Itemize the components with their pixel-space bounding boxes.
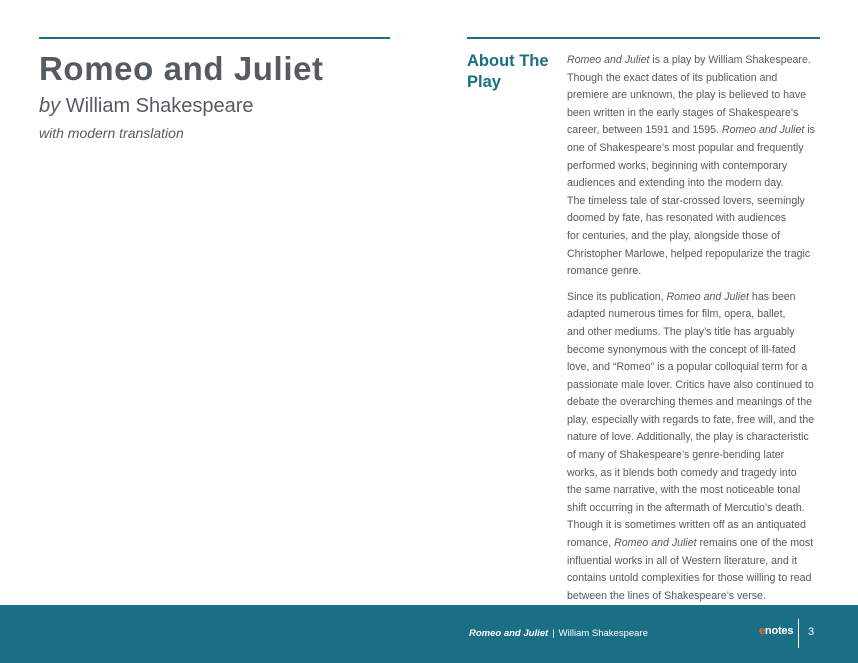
work-title-reference: Romeo and Juliet — [614, 537, 697, 550]
text-segment: shift occurring in the aftermath of Mercutio’s death. — [567, 501, 805, 514]
text-line — [567, 87, 823, 105]
paragraph-2 — [567, 289, 823, 606]
text-segment: Though it is sometimes written off as an antiquated — [567, 519, 806, 532]
text-line — [567, 175, 823, 193]
text-segment: play, especially with regards to fate, free will, and the — [567, 413, 815, 426]
text-segment: adapted numerous times for film, opera, ballet, — [567, 308, 786, 321]
enotes-logo — [759, 625, 793, 637]
text-line — [567, 193, 823, 211]
text-line — [567, 52, 823, 70]
work-title-reference: Romeo and Juliet — [721, 124, 805, 137]
byline-author: William Shakespeare — [65, 95, 254, 117]
text-segment: career, between 1591 and 1595. — [567, 124, 722, 137]
text-line — [567, 500, 823, 518]
text-segment: become synonymous with the concept of ill-fated — [567, 343, 796, 356]
text-segment: Since its publication, — [567, 290, 667, 303]
text-line — [567, 246, 823, 264]
footer-separator: | — [552, 628, 555, 639]
text-line — [567, 553, 823, 571]
page-number: 3 — [808, 626, 815, 638]
text-segment: Though the exact dates of its publication and — [567, 71, 778, 84]
text-line — [567, 394, 823, 412]
work-title-reference: Romeo and Juliet — [567, 54, 650, 66]
text-segment: been written in the early stages of Shakespeare’s — [567, 106, 799, 119]
text-line — [567, 482, 823, 500]
text-line — [567, 447, 823, 465]
footer-citation — [469, 628, 648, 639]
text-segment: The timeless tale of star-crossed lovers, seemingly — [567, 194, 805, 207]
text-segment: contains untold complexities for those willing to read — [567, 572, 812, 585]
text-line — [567, 70, 823, 88]
text-segment: between the lines of Shakespeare’s verse. — [567, 589, 766, 602]
text-segment: and other mediums. The play’s title has arguably — [567, 325, 795, 338]
byline-by: by — [39, 95, 61, 117]
text-segment: nature of love. Additionally, the play is characteristic — [567, 431, 809, 444]
text-segment: romance genre. — [567, 265, 642, 278]
section-body — [567, 52, 823, 605]
text-line — [567, 140, 823, 158]
text-segment: love, and “Romeo” is a popular colloquial term for a — [567, 361, 808, 374]
text-segment: for centuries, and the play, alongside those of — [567, 229, 780, 242]
text-line — [567, 324, 823, 342]
text-line — [567, 289, 823, 307]
text-segment: romance, — [567, 537, 615, 550]
footer-bar — [0, 605, 858, 663]
text-segment: one of Shakespeare’s most popular and frequently — [567, 141, 804, 154]
text-line — [567, 263, 823, 281]
left-header-rule — [39, 37, 390, 39]
text-line — [567, 210, 823, 228]
text-segment: has been — [748, 290, 796, 303]
text-segment: influential works in all of Western literature, and it — [567, 554, 798, 567]
text-line — [567, 306, 823, 324]
text-line — [567, 228, 823, 246]
text-line — [567, 429, 823, 447]
logo-notes: notes — [764, 625, 794, 637]
text-line — [567, 158, 823, 176]
text-line — [567, 377, 823, 395]
text-line — [567, 342, 823, 360]
text-segment: works, as it blends both comedy and tragedy into — [567, 466, 797, 479]
text-segment: debate the overarching themes and meanings of the — [567, 396, 812, 409]
right-header-rule — [467, 37, 820, 39]
text-segment: audiences and extending into the modern day. — [567, 177, 784, 190]
text-line — [567, 122, 823, 140]
text-line — [567, 517, 823, 535]
author-byline — [39, 95, 254, 118]
text-segment: doomed by fate, has resonated with audiences — [567, 212, 787, 225]
text-segment: passionate male lover. Critics have also continued to — [567, 378, 814, 391]
footer-divider — [798, 619, 799, 648]
text-segment: premiere are unknown, the play is believed to have — [567, 89, 807, 102]
text-line — [567, 105, 823, 123]
footer-work-title: Romeo and Juliet — [469, 628, 549, 639]
text-segment: remains one of the most — [696, 537, 814, 550]
subtitle: with modern translation — [39, 125, 184, 141]
logo-e: e — [759, 625, 765, 637]
text-segment: is — [804, 124, 815, 137]
text-line — [567, 588, 823, 606]
text-segment: performed works, beginning with contemporary — [567, 159, 788, 172]
text-segment: is a play by William Shakespeare. — [649, 54, 811, 66]
text-line — [567, 465, 823, 483]
text-line — [567, 535, 823, 553]
work-title-reference: Romeo and Juliet — [666, 290, 749, 303]
text-segment: Christopher Marlowe, helped repopularize the tragic — [567, 247, 811, 260]
paragraph-1 — [567, 52, 823, 281]
page-title: Romeo and Juliet — [39, 50, 324, 87]
text-line — [567, 359, 823, 377]
footer-author: William Shakespeare — [558, 628, 648, 639]
text-segment: the same narrative, with the most noticeable tonal — [567, 484, 801, 497]
text-line — [567, 570, 823, 588]
text-line — [567, 412, 823, 430]
text-segment: of many of Shakespeare’s genre-bending later — [567, 449, 785, 462]
section-heading: About The Play — [467, 52, 549, 91]
